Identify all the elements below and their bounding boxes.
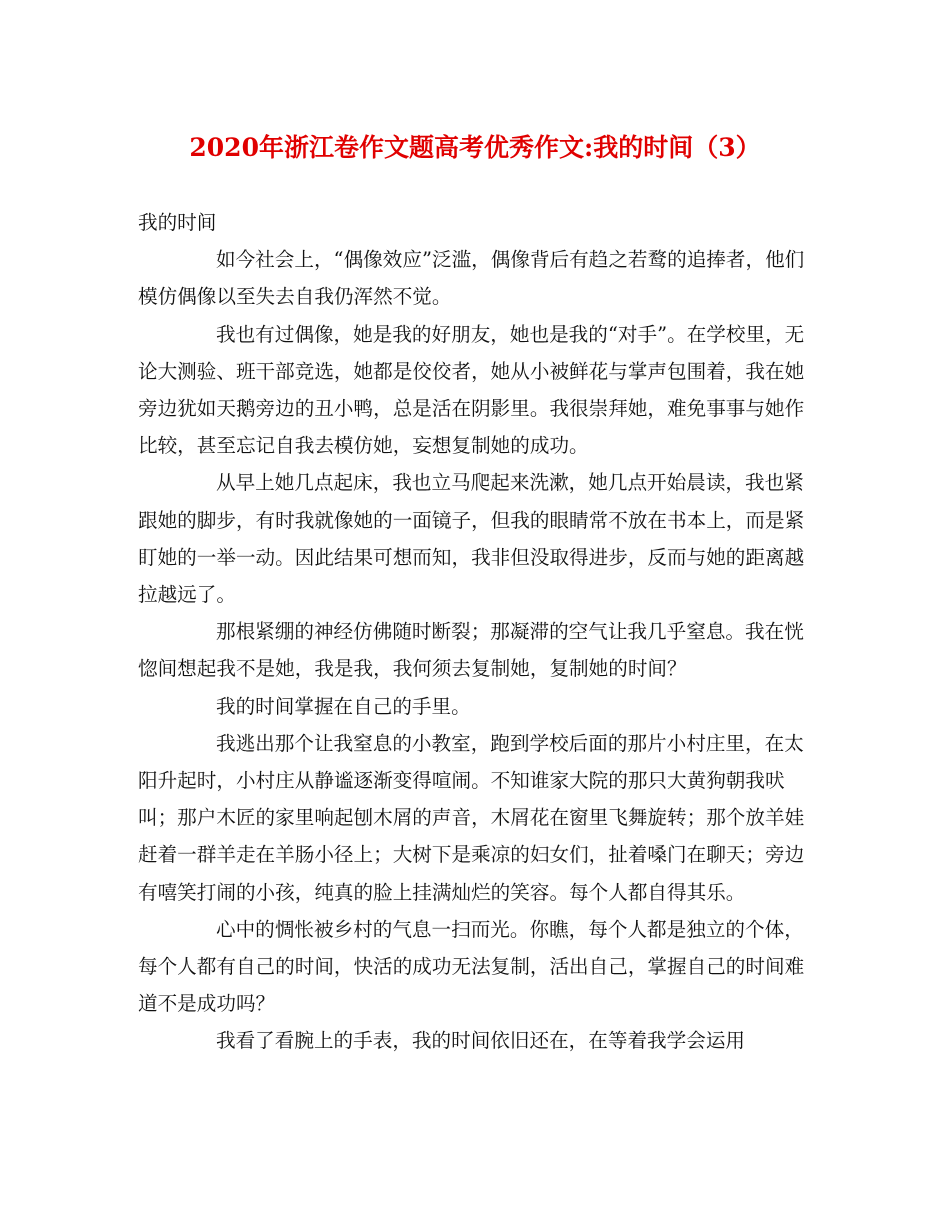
essay-subtitle: 我的时间	[138, 211, 217, 234]
paragraph: 我也有过偶像，她是我的好朋友，她也是我的“对手”。在学校里，无论大测验、班干部竞选，她都是佼佼者，她从小被鲜花与掌声包围着，我在她旁边犹如天鹅旁边的丑小鸭，总是活在阴影里。我很崇拜她，难免事事与她作比较，甚至忘记自我去模仿她，妄想复制她的成功。	[138, 322, 805, 458]
document-title: 2020年浙江卷作文题高考优秀作文:我的时间（3）	[189, 133, 761, 162]
paragraph: 我的时间掌握在自己的手里。	[216, 694, 471, 718]
document-body	[138, 204, 816, 1060]
paragraph: 从早上她几点起床，我也立马爬起来洗漱，她几点开始晨读，我也紧跟她的脚步，有时我就像她的一面镜子，但我的眼睛常不放在书本上，而是紧盯她的一举一动。因此结果可想而知，我非但没取得进步，反而与她的距离越拉越远了。	[138, 471, 805, 607]
paragraph: 我逃出那个让我窒息的小教室，跑到学校后面的那片小村庄里，在太阳升起时，小村庄从静谧逐渐变得喧闹。不知谁家大院的那只大黄狗朝我吠叫；那户木匠的家里响起刨木屑的声音，木屑花在窗里飞舞旋转；那个放羊娃赶着一群羊走在羊肠小径上；大树下是乘凉的妇女们，扯着嗓门在聊天；旁边有嘻笑打闹的小孩，纯真的脸上挂满灿烂的笑容。每个人都自得其乐。	[138, 731, 805, 904]
paragraph: 那根紧绷的神经仿佛随时断裂；那凝滞的空气让我几乎窒息。我在恍惚间想起我不是她，我是我，我何须去复制她，复制她的时间？	[138, 620, 804, 681]
paragraph: 如今社会上，“偶像效应”泛滥，偶像背后有趋之若鹜的追捧者，他们模仿偶像以至失去自我仍浑然不觉。	[138, 248, 805, 309]
paragraph: 心中的惆怅被乡村的气息一扫而光。你瞧，每个人都是独立的个体，每个人都有自己的时间，快活的成功无法复制，活出自己，掌握自己的时间难道不是成功吗？	[138, 917, 805, 1016]
paragraph: 我看了看腕上的手表，我的时间依旧还在，在等着我学会运用	[216, 1029, 746, 1053]
